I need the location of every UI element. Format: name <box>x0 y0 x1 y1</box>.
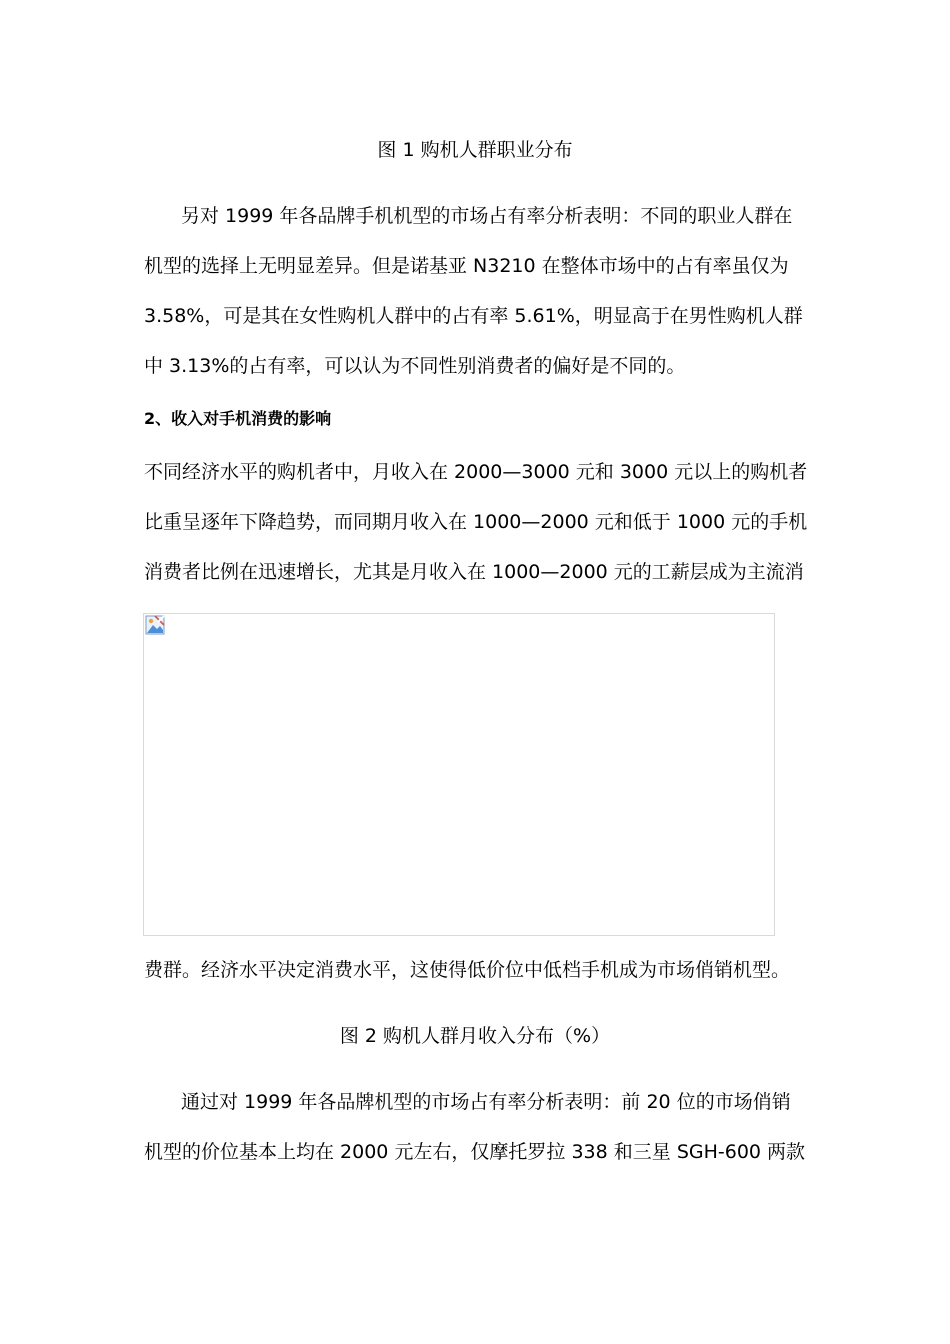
figure2-image-placeholder <box>143 613 775 936</box>
figure2-caption: 图 2 购机人群月收入分布（%） <box>339 1025 611 1047</box>
section-heading: 2、收入对手机消费的影响 <box>144 409 332 428</box>
broken-image-icon <box>145 615 165 635</box>
paragraph-line: 机型的选择上无明显差异。但是诺基亚 N3210 在整体市场中的占有率虽仅为 <box>144 255 789 277</box>
paragraph-line: 中 3.13%的占有率，可以认为不同性别消费者的偏好是不同的。 <box>144 355 686 377</box>
figure1-caption: 图 1 购机人群职业分布 <box>377 139 573 161</box>
paragraph-line: 费群。经济水平决定消费水平，这使得低价位中低档手机成为市场俏销机型。 <box>144 959 791 981</box>
paragraph-line: 比重呈逐年下降趋势，而同期月收入在 1000—2000 元和低于 1000 元的手机 <box>144 511 808 533</box>
paragraph-line: 机型的价位基本上均在 2000 元左右，仅摩托罗拉 338 和三星 SGH-600 两款 <box>144 1141 806 1163</box>
paragraph-line: 另对 1999 年各品牌手机机型的市场占有率分析表明：不同的职业人群在 <box>181 205 793 227</box>
paragraph-line: 不同经济水平的购机者中，月收入在 2000—3000 元和 3000 元以上的购机者 <box>144 461 808 483</box>
paragraph-line: 3.58%，可是其在女性购机人群中的占有率 5.61%，明显高于在男性购机人群 <box>144 305 803 327</box>
paragraph-line: 消费者比例在迅速增长，尤其是月收入在 1000—2000 元的工薪层成为主流消 <box>144 561 804 583</box>
paragraph-line: 通过对 1999 年各品牌机型的市场占有率分析表明：前 20 位的市场俏销 <box>181 1091 791 1113</box>
